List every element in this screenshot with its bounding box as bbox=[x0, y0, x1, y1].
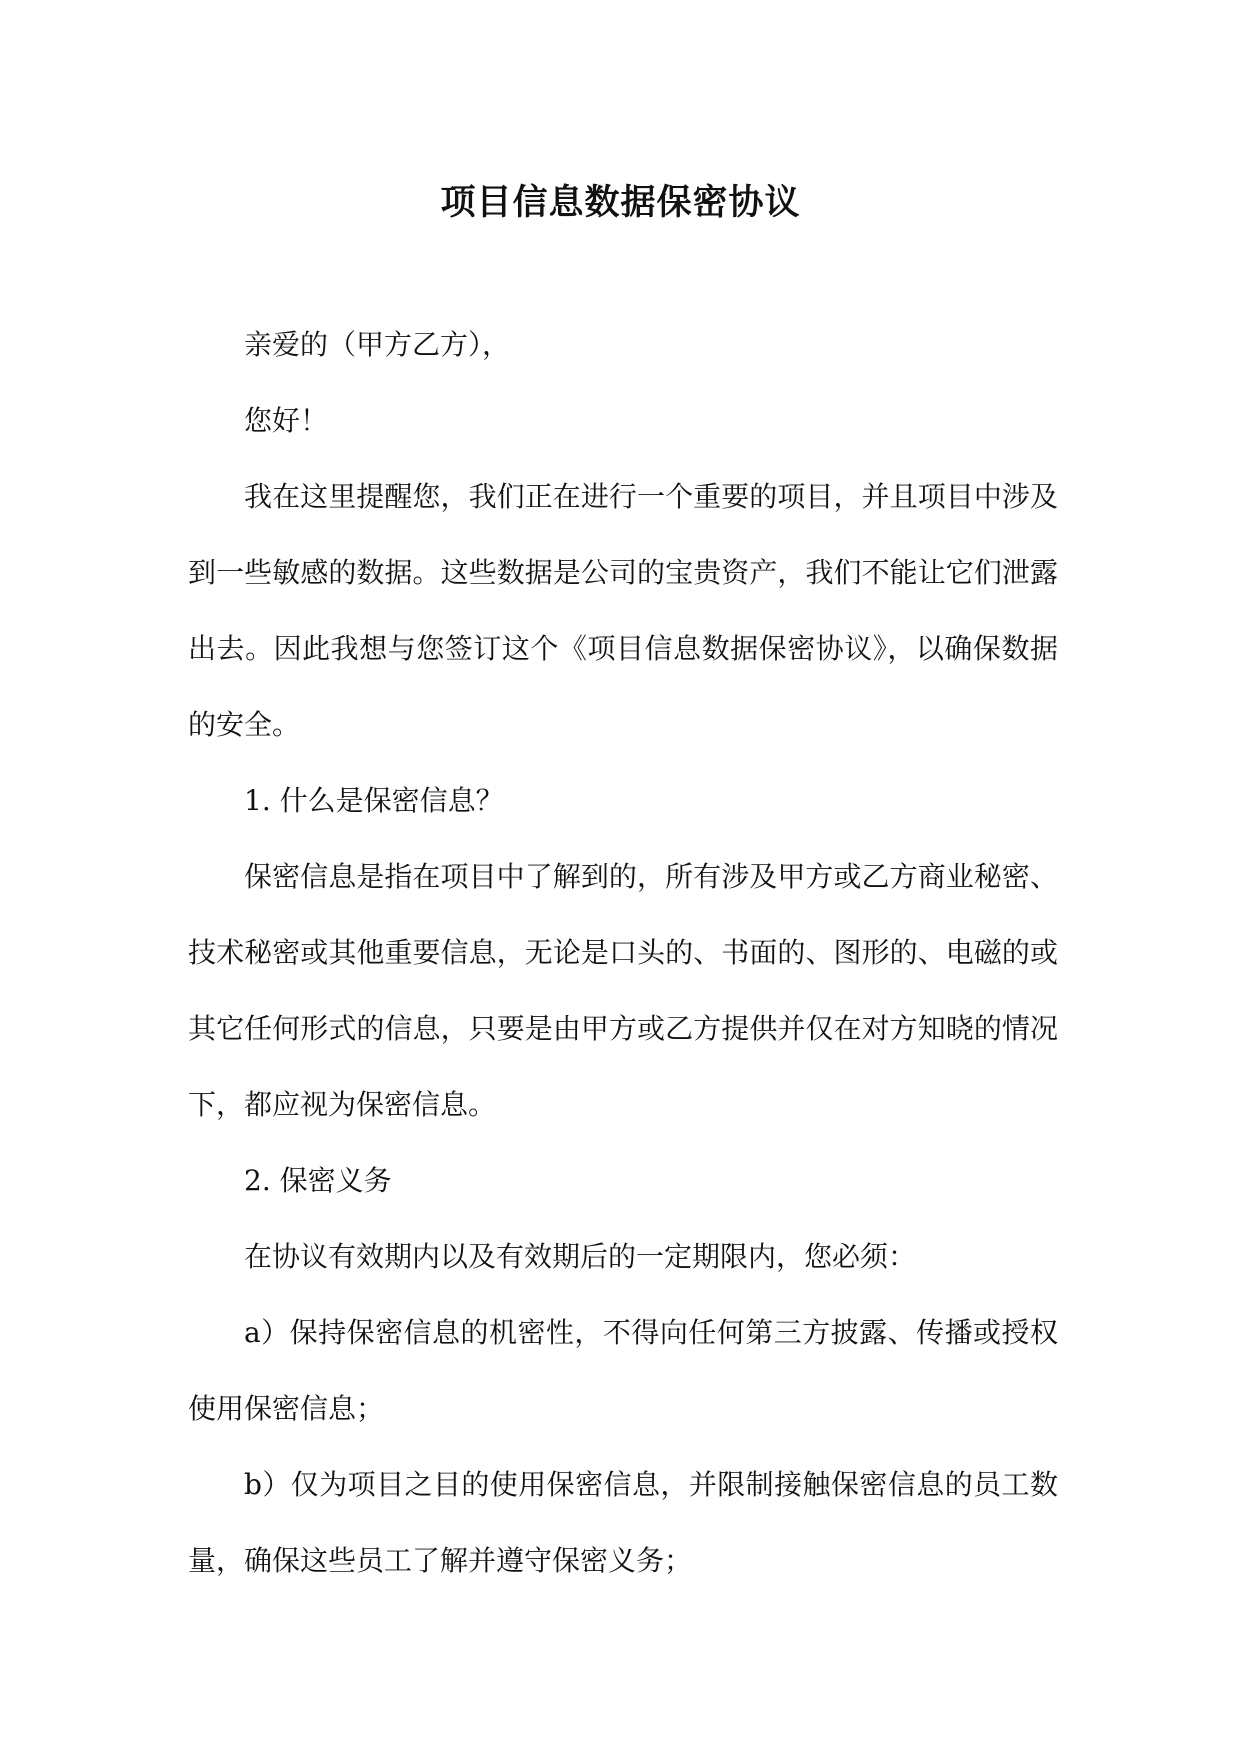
definition-paragraph: 保密信息是指在项目中了解到的，所有涉及甲方或乙方商业秘密、技术秘密或其他重要信息，无论是口头的、书面的、图形的、电磁的或其它任何形式的信息，只要是由甲方或乙方提供并仅在对方知晓的情况下，都应视为保密信息。 bbox=[188, 860, 1058, 1121]
obligation-item-a: a）保持保密信息的机密性，不得向任何第三方披露、传播或授权使用保密信息； bbox=[188, 1316, 1058, 1425]
section-heading-2: 2. 保密义务 bbox=[244, 1164, 392, 1197]
salutation: 亲爱的（甲方乙方）， bbox=[244, 328, 511, 361]
document-title: 项目信息数据保密协议 bbox=[440, 183, 801, 223]
section-heading-1: 1. 什么是保密信息？ bbox=[244, 784, 504, 817]
obligation-item-b: b）仅为项目之目的使用保密信息，并限制接触保密信息的员工数量，确保这些员工了解并遵守保密义务； bbox=[188, 1468, 1058, 1577]
document-body bbox=[188, 307, 1058, 1599]
obligation-intro: 在协议有效期内以及有效期后的一定期限内，您必须： bbox=[244, 1240, 917, 1273]
greeting: 您好！ bbox=[244, 404, 329, 437]
intro-paragraph: 我在这里提醒您，我们正在进行一个重要的项目，并且项目中涉及到一些敏感的数据。这些数据是公司的宝贵资产，我们不能让它们泄露出去。因此我想与您签订这个《项目信息数据保密协议》，以确保数据的安全。 bbox=[188, 480, 1058, 741]
